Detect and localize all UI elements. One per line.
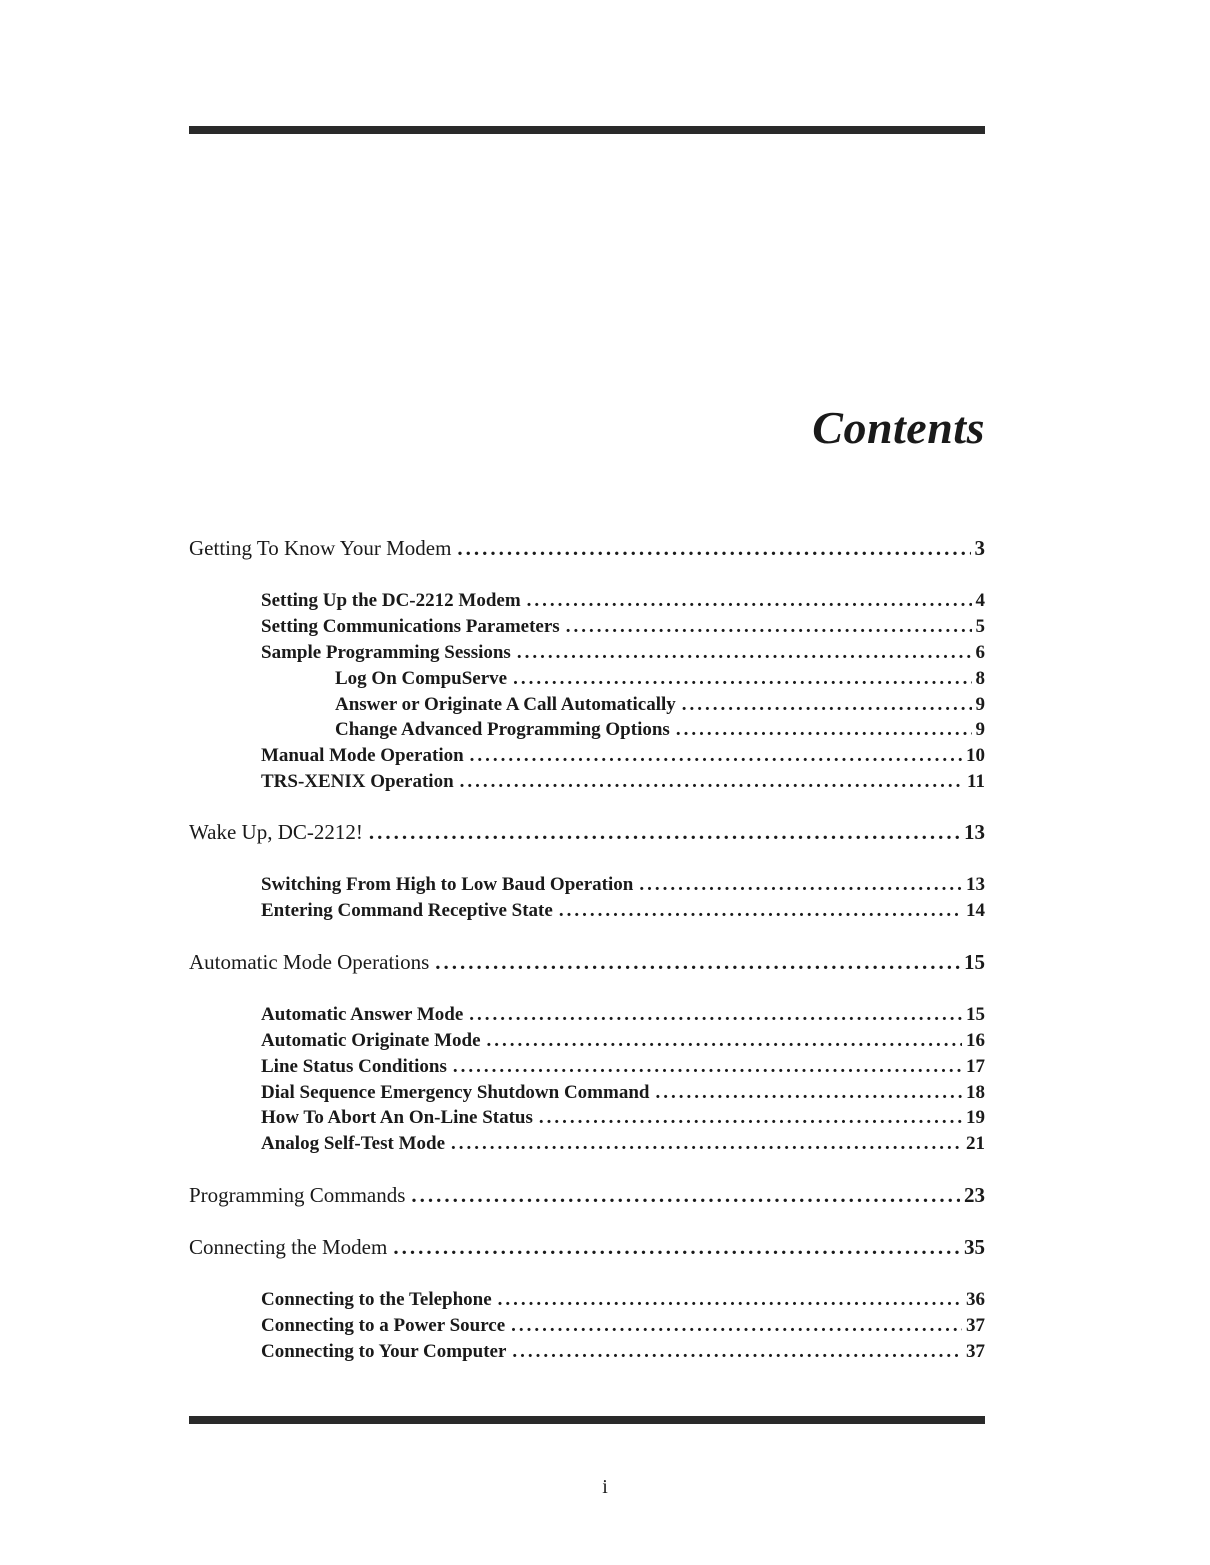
dot-leader	[460, 771, 963, 793]
toc-entry-manual-mode[interactable]	[261, 745, 985, 767]
page-number: i	[602, 1476, 608, 1498]
toc-entry-label: Programming Commands	[189, 1183, 406, 1207]
bottom-rule	[189, 1416, 985, 1424]
toc-entry-label: Connecting the Modem	[189, 1235, 388, 1259]
top-rule	[189, 126, 985, 134]
toc-entry-wake-up[interactable]	[189, 820, 985, 845]
dot-leader	[513, 668, 971, 690]
toc-entry-label: Sample Programming Sessions	[261, 642, 511, 663]
dot-leader	[682, 694, 972, 716]
toc-entry-label: Setting Up the DC-2212 Modem	[261, 590, 521, 611]
dot-leader	[566, 616, 972, 638]
toc-entry-emergency-shutdown[interactable]	[261, 1082, 985, 1104]
toc-entry-page: 11	[967, 771, 985, 792]
dot-leader	[470, 745, 962, 767]
dot-leader	[435, 950, 960, 975]
toc-entry-label: Analog Self-Test Mode	[261, 1133, 446, 1154]
toc-entry-connecting-power[interactable]	[261, 1315, 985, 1337]
dot-leader	[411, 1183, 960, 1208]
dot-leader	[451, 1133, 962, 1155]
dot-leader	[512, 1341, 962, 1363]
toc-entry-page: 37	[966, 1315, 985, 1336]
toc-entry-label: Change Advanced Programming Options	[335, 719, 670, 740]
toc-entry-label: Switching From High to Low Baud Operation	[261, 874, 634, 895]
toc-entry-trs-xenix[interactable]	[261, 771, 985, 793]
toc-entry-analog-self-test[interactable]	[261, 1133, 985, 1155]
toc-entry-abort-online[interactable]	[261, 1107, 985, 1129]
toc-entry-connecting-telephone[interactable]	[261, 1289, 985, 1311]
toc-entry-automatic-mode[interactable]	[189, 950, 985, 975]
toc-entry-page: 17	[966, 1056, 985, 1077]
toc-entry-command-receptive[interactable]	[261, 900, 985, 922]
dot-leader	[487, 1030, 962, 1052]
toc-entry-page: 18	[966, 1082, 985, 1103]
toc-entry-page: 36	[966, 1289, 985, 1310]
toc-entry-page: 15	[966, 1004, 985, 1025]
toc-entry-label: Answer or Originate A Call Automatically	[335, 694, 676, 715]
dot-leader	[527, 590, 972, 612]
toc-entry-label: Connecting to Your Computer	[261, 1341, 507, 1362]
toc-entry-page: 6	[975, 642, 985, 663]
toc-entry-page: 10	[966, 745, 985, 766]
toc-entry-page: 13	[966, 874, 985, 895]
toc-entry-label: Getting To Know Your Modem	[189, 536, 452, 560]
toc-entry-page: 13	[964, 820, 985, 844]
toc-entry-page: 15	[964, 950, 985, 974]
toc-entry-label: Automatic Answer Mode	[261, 1004, 464, 1025]
toc-entry-getting-to-know[interactable]	[189, 536, 985, 561]
page-title: Contents	[812, 402, 985, 453]
toc-entry-label: Entering Command Receptive State	[261, 900, 553, 921]
toc-entry-connecting-modem[interactable]	[189, 1235, 985, 1260]
toc-entry-label: Dial Sequence Emergency Shutdown Command	[261, 1082, 650, 1103]
dot-leader	[453, 1056, 962, 1078]
toc-entry-label: Setting Communications Parameters	[261, 616, 560, 637]
toc-entry-label: Log On CompuServe	[335, 668, 508, 689]
dot-leader	[655, 1082, 962, 1104]
dot-leader	[559, 900, 962, 922]
toc-entry-page: 21	[966, 1133, 985, 1154]
dot-leader	[676, 719, 972, 741]
dot-leader	[639, 874, 962, 896]
dot-leader	[469, 1004, 962, 1026]
toc-entry-label: Automatic Mode Operations	[189, 950, 430, 974]
dot-leader	[498, 1289, 962, 1311]
toc-entry-label: TRS-XENIX Operation	[261, 771, 454, 792]
toc-entry-log-on-compuserve[interactable]	[335, 668, 985, 690]
toc-entry-label: How To Abort An On-Line Status	[261, 1107, 533, 1128]
toc-entry-sample-programming[interactable]	[261, 642, 985, 664]
toc-entry-communications-parameters[interactable]	[261, 616, 985, 638]
toc-entry-programming-commands[interactable]	[189, 1183, 985, 1208]
toc-entry-answer-originate[interactable]	[335, 694, 985, 716]
toc-entry-label: Wake Up, DC-2212!	[189, 820, 363, 844]
dot-leader	[517, 642, 972, 664]
toc-entry-page: 9	[975, 719, 985, 740]
toc-entry-label: Automatic Originate Mode	[261, 1030, 481, 1051]
toc-entry-advanced-options[interactable]	[335, 719, 985, 741]
toc-entry-page: 5	[975, 616, 985, 637]
toc-entry-setting-up[interactable]	[261, 590, 985, 612]
toc-entry-label: Manual Mode Operation	[261, 745, 464, 766]
toc-entry-page: 23	[964, 1183, 985, 1207]
toc-entry-page: 3	[974, 536, 985, 560]
toc-entry-page: 14	[966, 900, 985, 921]
toc-entry-switching-baud[interactable]	[261, 874, 985, 896]
toc-entry-page: 4	[975, 590, 985, 611]
toc-entry-page: 35	[964, 1235, 985, 1259]
toc-entry-automatic-originate[interactable]	[261, 1030, 985, 1052]
toc-entry-page: 9	[975, 694, 985, 715]
toc-entry-page: 37	[966, 1341, 985, 1362]
dot-leader	[539, 1107, 962, 1129]
toc-entry-page: 19	[966, 1107, 985, 1128]
toc-entry-label: Connecting to the Telephone	[261, 1289, 492, 1310]
toc-entry-label: Line Status Conditions	[261, 1056, 447, 1077]
dot-leader	[393, 1235, 960, 1260]
dot-leader	[457, 536, 970, 561]
toc-entry-page: 16	[966, 1030, 985, 1051]
toc-entry-automatic-answer[interactable]	[261, 1004, 985, 1026]
toc-entry-line-status[interactable]	[261, 1056, 985, 1078]
toc-entry-label: Connecting to a Power Source	[261, 1315, 506, 1336]
dot-leader	[511, 1315, 962, 1337]
toc-entry-connecting-computer[interactable]	[261, 1341, 985, 1363]
dot-leader	[369, 820, 960, 845]
toc-entry-page: 8	[975, 668, 985, 689]
